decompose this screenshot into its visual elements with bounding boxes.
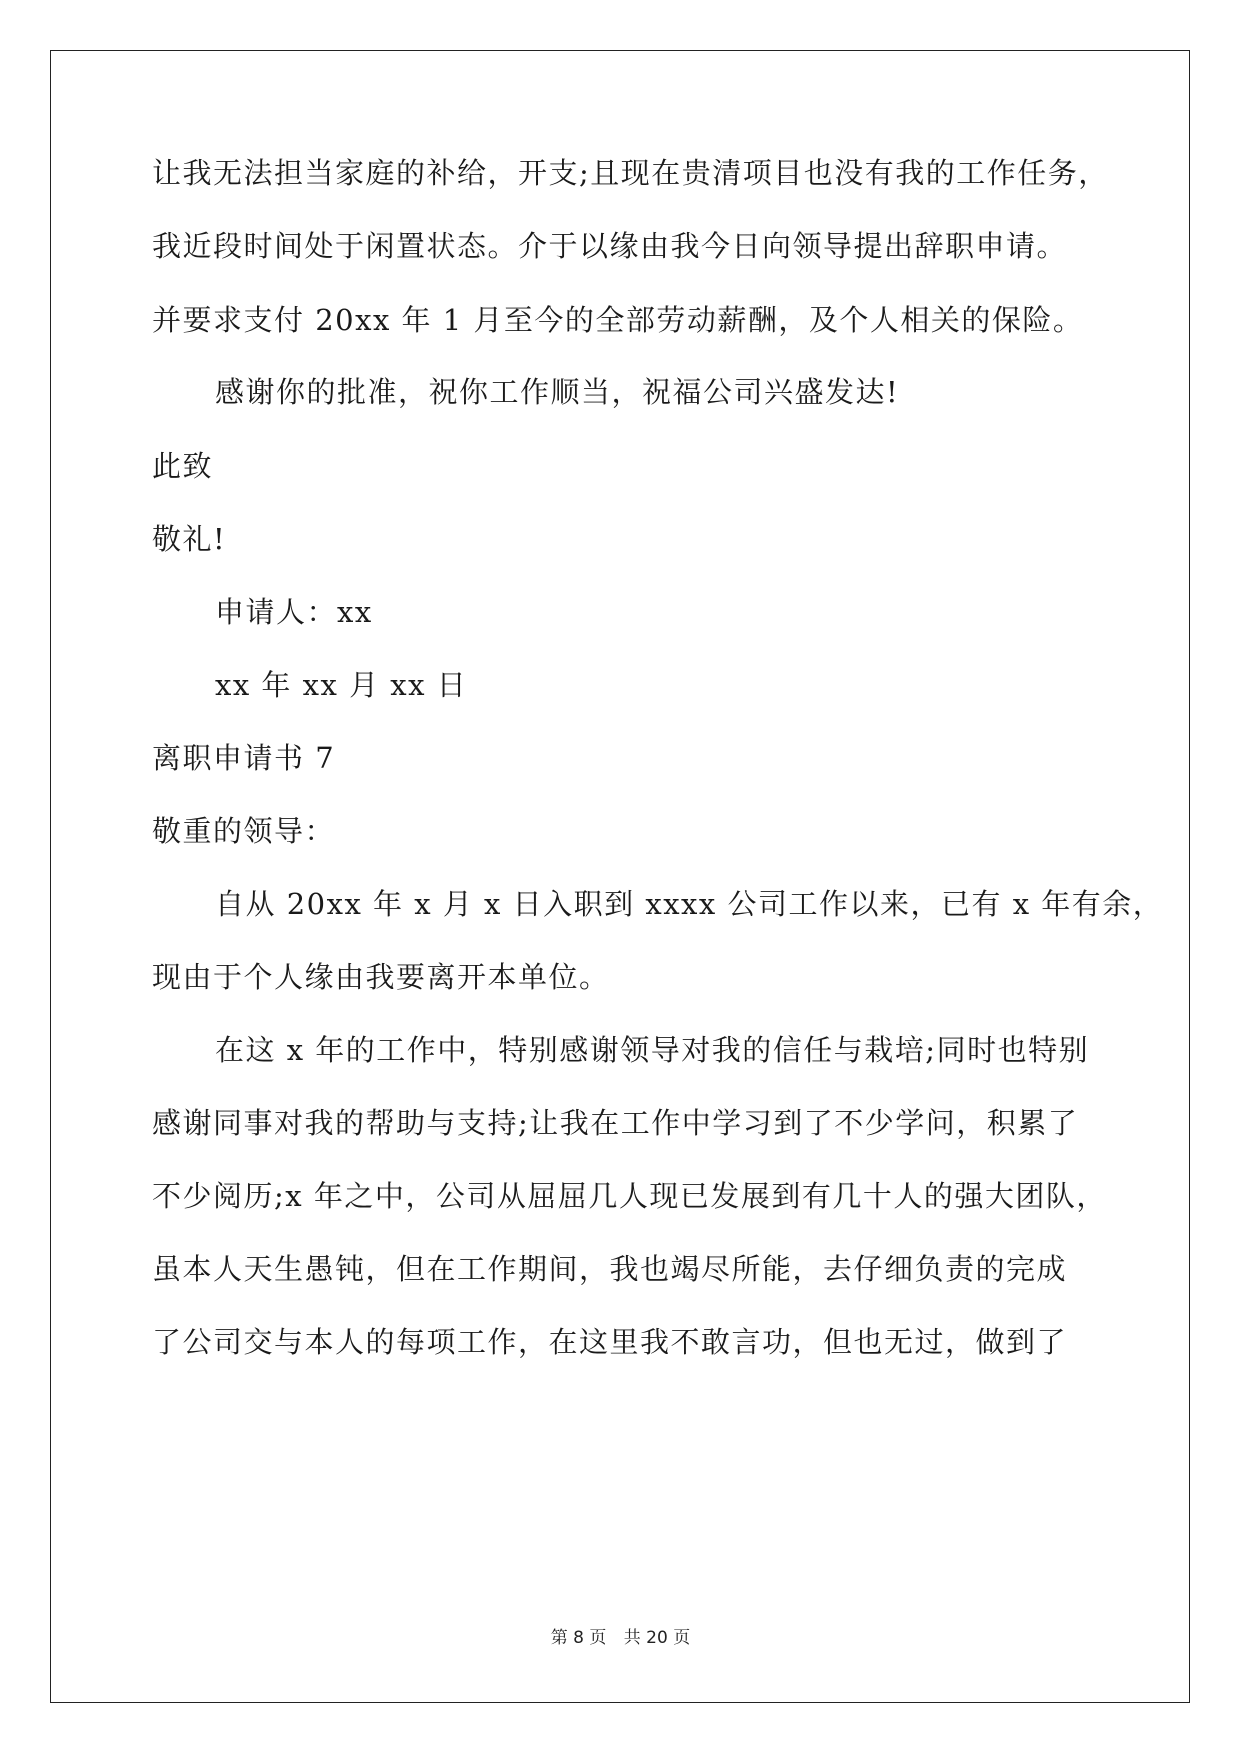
body-line-11: 了公司交与本人的每项工作，在这里我不敢言功，但也无过，做到了	[152, 1325, 1068, 1359]
body-line-2: 我近段时间处于闲置状态。介于以缘由我今日向领导提出辞职申请。	[152, 229, 1068, 263]
page-border	[50, 50, 1190, 1703]
body-line-3: 并要求支付 20xx 年 1 月至今的全部劳动薪酬，及个人相关的保险。	[152, 303, 1084, 337]
body-line-1: 让我无法担当家庭的补给，开支;且现在贵清项目也没有我的工作任务，	[152, 156, 1109, 190]
body-line-7: 在这 x 年的工作中，特别感谢领导对我的信任与栽培;同时也特别	[215, 1033, 1090, 1067]
letter-greeting: 敬重的领导：	[152, 814, 336, 848]
body-line-9: 不少阅历;x 年之中，公司从屈屈几人现已发展到有几十人的强大团队，	[152, 1179, 1107, 1213]
body-line-6: 现由于个人缘由我要离开本单位。	[152, 960, 610, 994]
closing-regards: 敬礼!	[152, 522, 227, 556]
body-line-8: 感谢同事对我的帮助与支持;让我在工作中学习到了不少学问，积累了	[152, 1106, 1079, 1140]
body-line-5: 自从 20xx 年 x 月 x 日入职到 xxxx 公司工作以来，已有 x 年有余，	[215, 887, 1164, 921]
applicant-signature: 申请人：xx	[215, 595, 373, 629]
body-line-10: 虽本人天生愚钝，但在工作期间，我也竭尽所能，去仔细负责的完成	[152, 1252, 1068, 1286]
page-number-current: 第 8 页	[550, 1628, 607, 1648]
body-line-4: 感谢你的批准，祝你工作顺当，祝福公司兴盛发达!	[215, 375, 900, 409]
page-number-total: 共 20 页	[623, 1628, 691, 1648]
closing-salutation: 此致	[152, 449, 214, 483]
page-footer	[0, 1627, 1241, 1649]
signature-date: xx 年 xx 月 xx 日	[215, 668, 468, 702]
section-heading: 离职申请书 7	[152, 741, 336, 775]
